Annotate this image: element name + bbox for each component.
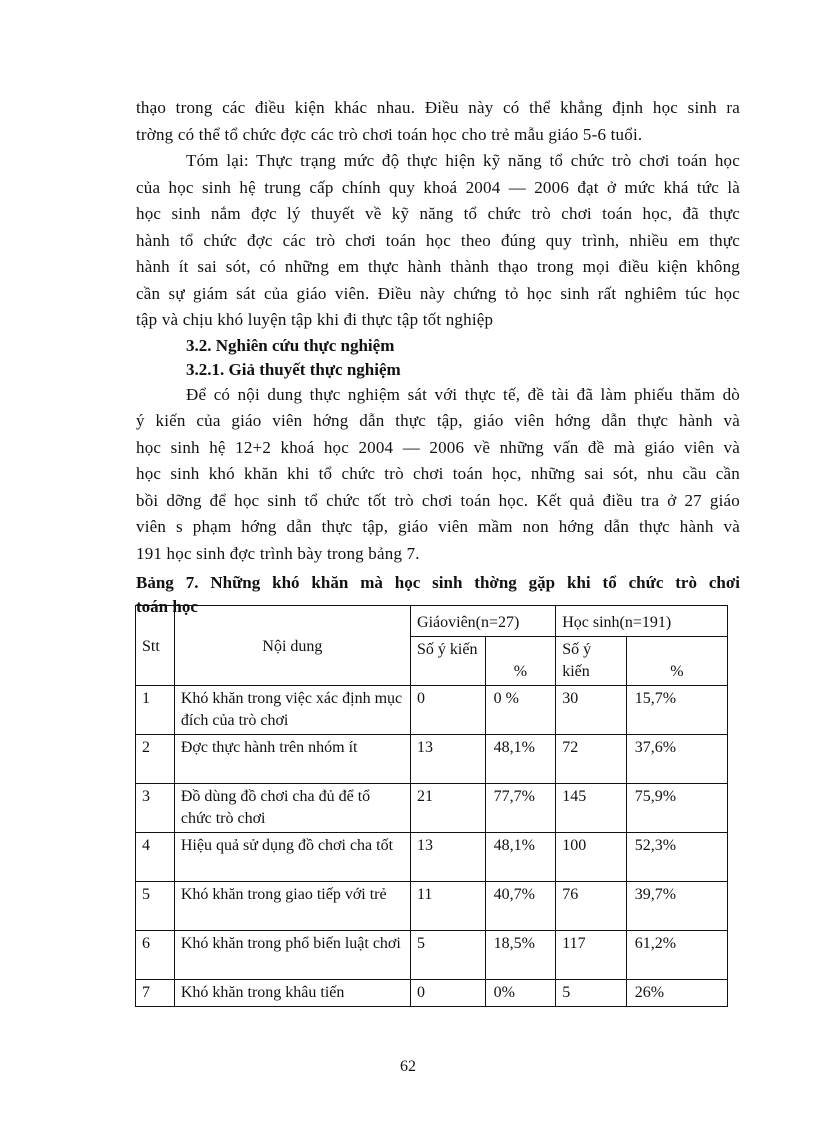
- cell-gv-percent: 0 %: [485, 686, 556, 735]
- cell-hs-percent: 15,7%: [626, 686, 727, 735]
- cell-gv-count: 0: [411, 686, 486, 735]
- cell-gv-percent: 0%: [485, 980, 556, 1007]
- header-percent: %: [485, 637, 556, 686]
- cell-hs-count: 30: [556, 686, 627, 735]
- cell-stt: 5: [136, 882, 175, 931]
- paragraph-method: [136, 382, 740, 568]
- cell-hs-count: 117: [556, 931, 627, 980]
- text-line: trờng có thể tổ chức đợc các trò chơi toán học cho trẻ mẫu giáo 5-6 tuổi.: [136, 124, 643, 144]
- cell-content: Đồ dùng đồ chơi cha đủ để tổ chức trò chơi: [174, 784, 410, 833]
- cell-gv-percent: 77,7%: [485, 784, 556, 833]
- table-row: [136, 833, 728, 882]
- cell-gv-count: 13: [411, 735, 486, 784]
- cell-hs-count: 100: [556, 833, 627, 882]
- page-number: 62: [400, 1058, 416, 1075]
- header-students: Học sinh(n=191): [556, 606, 728, 637]
- table-row: [136, 931, 728, 980]
- cell-content: Hiệu quả sử dụng đồ chơi cha tốt: [174, 833, 410, 882]
- text-line: tập và chịu khó luyện tập khi đi thực tập tốt nghiệp: [136, 310, 494, 329]
- cell-gv-percent: 40,7%: [485, 882, 556, 931]
- text-line: cần sự giám sát của giáo viên. Điều này chứng tỏ học sinh rất nghiêm túc học: [136, 283, 740, 303]
- difficulties-table: [135, 605, 728, 1007]
- header-opinions: Số ý kiến: [411, 637, 486, 686]
- table-row: [136, 735, 728, 784]
- cell-hs-percent: 61,2%: [626, 931, 727, 980]
- paragraph-summary: [136, 148, 740, 334]
- caption-line: toán học: [136, 597, 198, 616]
- cell-gv-percent: 18,5%: [485, 931, 556, 980]
- cell-hs-percent: 52,3%: [626, 833, 727, 882]
- header-teachers: Giáoviên(n=27): [411, 606, 556, 637]
- cell-gv-count: 11: [411, 882, 486, 931]
- cell-content: Đợc thực hành trên nhóm ít: [174, 735, 410, 784]
- text-line: thạo trong các điều kiện khác nhau. Điều này có thể khẳng định học sinh ra: [136, 98, 740, 117]
- paragraph-intro: [136, 95, 740, 148]
- cell-hs-count: 5: [556, 980, 627, 1007]
- caption-line: Bảng 7. Những khó khăn mà học sinh thờng gặp khi tổ chức trò chơi: [136, 573, 740, 592]
- cell-gv-count: 0: [411, 980, 486, 1007]
- table-row: [136, 784, 728, 833]
- text-line: của học sinh hệ trung cấp chính quy khoá 2004 — 2006 đạt ở mức khá tức là: [136, 177, 740, 197]
- header-content: Nội dung: [174, 606, 410, 686]
- cell-stt: 3: [136, 784, 175, 833]
- cell-hs-percent: 26%: [626, 980, 727, 1007]
- cell-gv-count: 21: [411, 784, 486, 833]
- cell-content: Khó khăn trong phổ biến luật chơi: [174, 931, 410, 980]
- text-line: học sinh khó khăn khi tổ chức trò chơi toán học, những sai sót, nhu cầu cần: [136, 464, 740, 483]
- cell-stt: 6: [136, 931, 175, 980]
- header-stt: Stt: [136, 606, 175, 686]
- text-line: hành ít sai sót, có những em thực hành thành thạo trong mọi điều kiện không: [136, 257, 740, 276]
- header-percent: %: [626, 637, 727, 686]
- section-heading: 3.2. Nghiên cứu thực nghiệm: [186, 335, 395, 355]
- cell-gv-count: 13: [411, 833, 486, 882]
- text-line: 191 học sinh đợc trình bày trong bảng 7.: [136, 543, 420, 563]
- text-line: học sinh hệ 12+2 khoá học 2004 — 2006 về những vấn đề mà giáo viên và: [136, 437, 740, 457]
- header-opinions: Số ý kiến: [556, 637, 627, 686]
- cell-gv-percent: 48,1%: [485, 735, 556, 784]
- cell-hs-count: 76: [556, 882, 627, 931]
- cell-stt: 1: [136, 686, 175, 735]
- table-row: [136, 882, 728, 931]
- text-line: bồi dỡng để học sinh tổ chức tốt trò chơi toán học. Kết quả điều tra ở 27 giáo: [136, 490, 740, 510]
- text-line: Tóm lại: Thực trạng mức độ thực hiện kỹ năng tổ chức trò chơi toán học: [186, 151, 740, 170]
- table-row: [136, 980, 728, 1007]
- cell-hs-percent: 39,7%: [626, 882, 727, 931]
- cell-hs-percent: 75,9%: [626, 784, 727, 833]
- cell-stt: 2: [136, 735, 175, 784]
- text-line: học sinh nắm đợc lý thuyết về kỹ năng tổ chức trò chơi toán học, đã thực: [136, 204, 740, 223]
- cell-content: Khó khăn trong việc xác định mục đích của trò chơi: [174, 686, 410, 735]
- cell-content: Khó khăn trong khâu tiến: [174, 980, 410, 1007]
- text-line: viên s phạm hớng dẫn thực tập, giáo viên mầm non hớng dẫn thực hành và: [136, 517, 740, 536]
- text-line: ý kiến của giáo viên hớng dẫn thực tập, giáo viên hớng dẫn thực hành và: [136, 411, 740, 430]
- cell-stt: 7: [136, 980, 175, 1007]
- cell-content: Khó khăn trong giao tiếp với trẻ: [174, 882, 410, 931]
- cell-gv-count: 5: [411, 931, 486, 980]
- subsection-heading: 3.2.1. Giả thuyết thực nghiệm: [186, 359, 401, 379]
- text-line: Để có nội dung thực nghiệm sát với thực tế, đề tài đã làm phiếu thăm dò: [186, 384, 740, 404]
- cell-hs-percent: 37,6%: [626, 735, 727, 784]
- cell-hs-count: 145: [556, 784, 627, 833]
- cell-stt: 4: [136, 833, 175, 882]
- table-row: [136, 686, 728, 735]
- document-page: [136, 95, 740, 619]
- cell-gv-percent: 48,1%: [485, 833, 556, 882]
- cell-hs-count: 72: [556, 735, 627, 784]
- text-line: hành tổ chức đợc các trò chơi toán học theo đúng quy trình, nhiều em thực: [136, 230, 740, 250]
